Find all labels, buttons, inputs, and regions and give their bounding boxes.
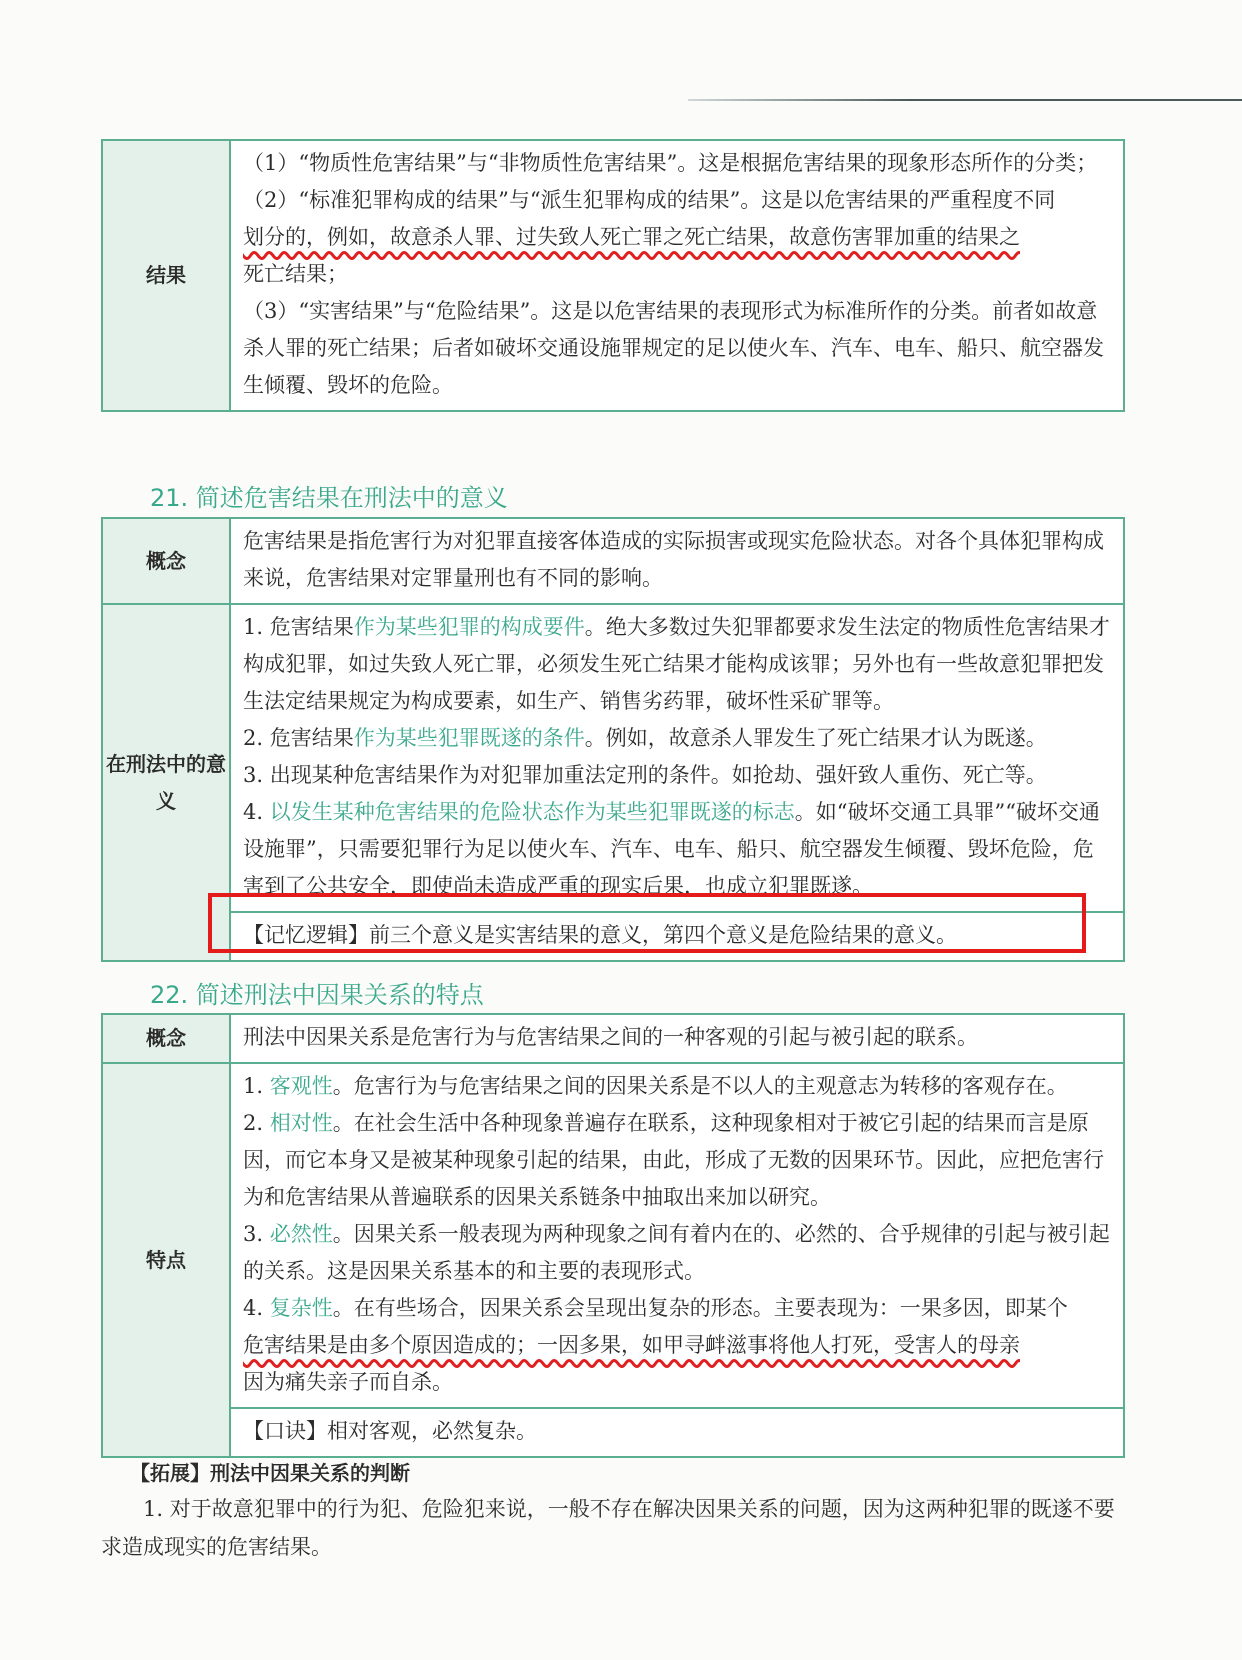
feature-item-2: 2. 相对性。在社会生活中各种现象普遍存在联系，这种现象相对于被它引起的结果而言是原因，而它本身又是被某种现象引起的结果，由此，形成了无数的因果环节。因此，应把危害行为和危害结果从普遍联系的因果关系链条中抽取出来加以研究。 [243, 1111, 1104, 1209]
result-table [101, 139, 1125, 412]
concept-label-21: 概念 [102, 518, 230, 604]
meaning-item-2: 2. 危害结果作为某些犯罪既遂的条件。例如，故意杀人罪发生了死亡结果才认为既遂。 [243, 726, 1047, 750]
underlined-text: 危害结果是由多个原因造成的；一因多果，如甲寻衅滋事将他人打死，受害人的母亲 [243, 1333, 1020, 1357]
concept-text-22: 刑法中因果关系是危害行为与危害结果之间的一种客观的引起与被引起的联系。 [230, 1014, 1124, 1063]
feature-content [230, 1063, 1124, 1408]
result-label: 结果 [102, 140, 230, 411]
extension-body [101, 1490, 1131, 1566]
meaning-item-4: 4. 以发生某种危害结果的危险状态作为某些犯罪既遂的标志。如“破坏交通工具罪”“破坏交通设施罪”，只需要犯罪行为足以使火车、汽车、电车、船只、航空器发生倾覆、毁坏危险，危害到了公共安全，即使尚未造成严重的现实后果，也成立犯罪既遂。 [243, 800, 1100, 898]
section-21-title: 21. 简述危害结果在刑法中的意义 [150, 484, 508, 512]
section-22-title: 22. 简述刑法中因果关系的特点 [150, 981, 484, 1009]
result-line-5: （3）“实害结果”与“危险结果”。这是以危害结果的表现形式为标准所作的分类。前者如故意杀人罪的死亡结果；后者如破坏交通设施罪规定的足以使火车、汽车、电车、船只、航空器发生倾覆、毁坏的危险。 [243, 299, 1104, 397]
feature-item-3: 3. 必然性。因果关系一般表现为两种现象之间有着内在的、必然的、合乎规律的引起与被引起的关系。这是因果关系基本的和主要的表现形式。 [243, 1222, 1110, 1283]
mnemonic: 【口诀】相对客观，必然复杂。 [230, 1408, 1124, 1457]
result-line-4: 死亡结果； [243, 262, 348, 286]
section-22-table [101, 1013, 1125, 1458]
meaning-label: 在刑法中的意义 [102, 604, 230, 961]
result-line-1: （1）“物质性危害结果”与“非物质性危害结果”。这是根据危害结果的现象形态所作的分类； [243, 151, 1098, 175]
concept-text-21: 危害结果是指危害行为对犯罪直接客体造成的实际损害或现实危险状态。对各个具体犯罪构成来说，危害结果对定罪量刑也有不同的影响。 [230, 518, 1124, 604]
extension-title: 【拓展】刑法中因果关系的判断 [130, 1461, 410, 1485]
header-rule [688, 99, 1242, 101]
result-line-2: （2）“标准犯罪构成的结果”与“派生犯罪构成的结果”。这是以危害结果的严重程度不同 [243, 188, 1056, 212]
result-line-3: 划分的，例如，故意杀人罪、过失致人死亡罪之死亡结果，故意伤害罪加重的结果之 [243, 225, 1020, 249]
meaning-item-3: 3. 出现某种危害结果作为对犯罪加重法定刑的条件。如抢劫、强奸致人重伤、死亡等。 [243, 763, 1047, 787]
annotation-box [208, 893, 1086, 953]
meaning-content [230, 604, 1124, 912]
feature-label: 特点 [102, 1063, 230, 1457]
feature-item-4: 4. 复杂性。在有些场合，因果关系会呈现出复杂的形态。主要表现为：一果多因，即某个 危害结果是由多个原因造成的；一因多果，如甲寻衅滋事将他人打死，受害人的母亲 因为痛失亲子而自杀。 [243, 1296, 1068, 1394]
extension-text: 1. 对于故意犯罪中的行为犯、危险犯来说，一般不存在解决因果关系的问题，因为这两种犯罪的既遂不要求造成现实的危害结果。 [101, 1497, 1115, 1559]
meaning-item-1: 1. 危害结果作为某些犯罪的构成要件。绝大多数过失犯罪都要求发生法定的物质性危害结果才构成犯罪，如过失致人死亡罪，必须发生死亡结果才能构成该罪；另外也有一些故意犯罪把发生法定结果规定为构成要素，如生产、销售劣药罪，破坏性采矿罪等。 [243, 615, 1110, 713]
result-content [230, 140, 1124, 411]
concept-label-22: 概念 [102, 1014, 230, 1063]
feature-item-1: 1. 客观性。危害行为与危害结果之间的因果关系是不以人的主观意志为转移的客观存在。 [243, 1074, 1068, 1098]
memory-logic: 【记忆逻辑】前三个意义是实害结果的意义，第四个意义是危险结果的意义。 [230, 912, 1124, 961]
